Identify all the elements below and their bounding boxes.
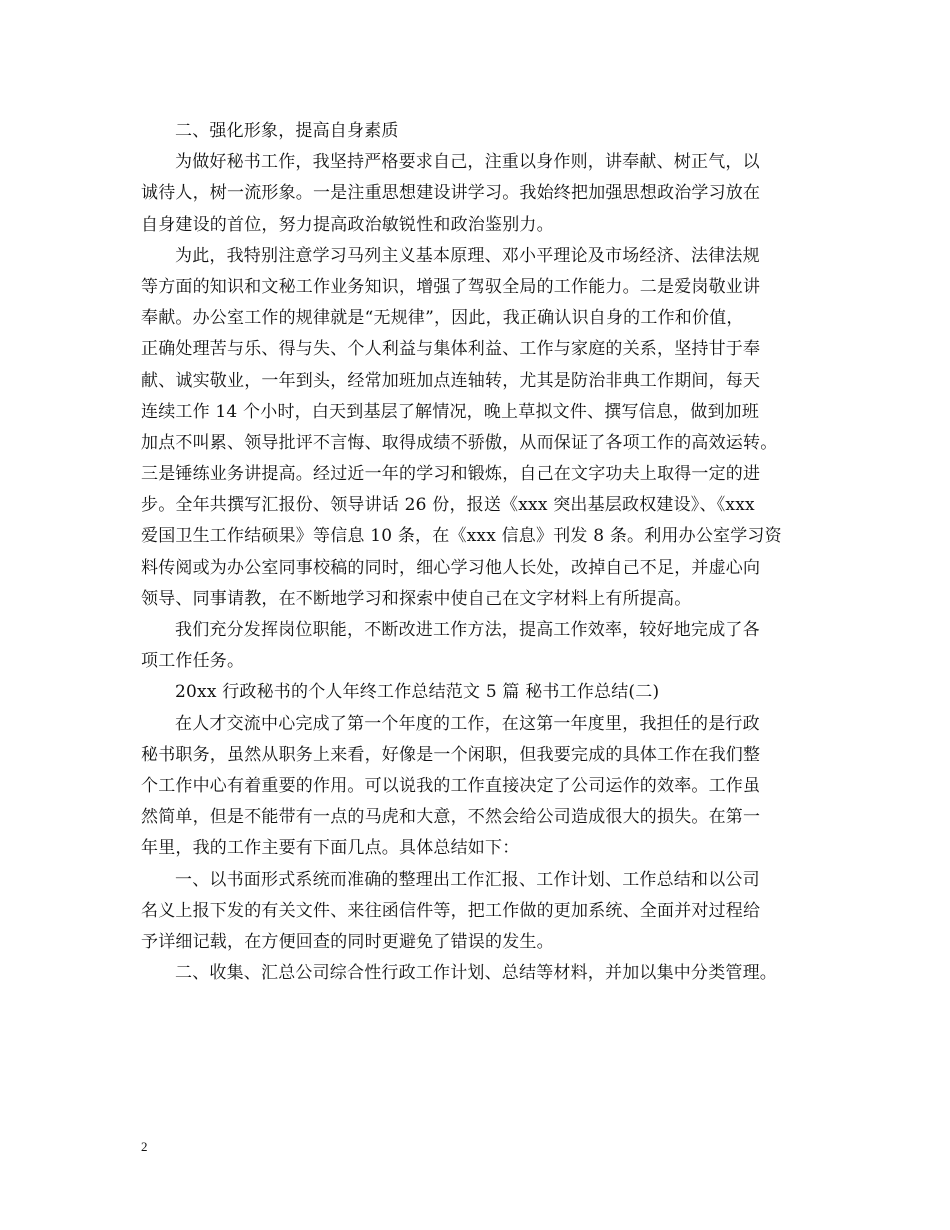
text-line: 一、以书面形式系统而准确的整理出工作汇报、工作计划、工作总结和以公司	[175, 869, 760, 890]
document-body	[141, 116, 831, 989]
text-line: 项工作任务。	[141, 651, 245, 672]
text-line: 为此，我特别注意学习马列主义基本原理、邓小平理论及市场经济、法律法规	[175, 245, 760, 266]
text-line: 献、诚实敬业，一年到头，经常加班加点连轴转，尤其是防治非典工作期间，每天	[141, 370, 761, 391]
text-line: 自身建设的首位，努力提高政治敏锐性和政治鉴别力。	[141, 214, 554, 235]
text-line: 二、强化形象，提高自身素质	[175, 121, 399, 141]
text-line: 奉献。办公室工作的规律就是“无规律”，因此，我正确认识自身的工作和价值，	[141, 308, 744, 329]
text-line: 爱国卫生工作结硕果》等信息 10 条，在《xxx 信息》刊发 8 条。利用办公室学习资	[141, 526, 782, 547]
text-line: 步。全年共撰写汇报份、领导讲话 26 份，报送《xxx 突出基层政权建设》、《xxx	[141, 495, 755, 516]
text-line: 诚待人，树一流形象。一是注重思想建设讲学习。我始终把加强思想政治学习放在	[141, 183, 761, 204]
page-number: 2	[141, 1139, 148, 1154]
text-line: 名义上报下发的有关文件、来往函信件等，把工作做的更加系统、全面并对过程给	[141, 900, 761, 921]
text-line: 为做好秘书工作，我坚持严格要求自己，注重以身作则，讲奉献、树正气，以	[175, 152, 760, 173]
text-line: 年里，我的工作主要有下面几点。具体总结如下：	[141, 838, 520, 859]
text-line: 料传阅或为办公室同事校稿的同时，细心学习他人长处，改掉自己不足，并虚心向	[141, 557, 761, 578]
text-line: 加点不叫累、领导批评不言悔、取得成绩不骄傲，从而保证了各项工作的高效运转。	[141, 432, 778, 453]
text-line: 我们充分发挥岗位职能，不断改进工作方法，提高工作效率，较好地完成了各	[175, 620, 760, 640]
text-line: 领导、同事请教，在不断地学习和探索中使自己在文字材料上有所提高。	[141, 588, 692, 609]
text-line: 二、收集、汇总公司综合性行政工作计划、总结等材料，并加以集中分类管理。	[175, 963, 777, 984]
text-line: 然简单，但是不能带有一点的马虎和大意，不然会给公司造成很大的损失。在第一	[141, 807, 761, 828]
text-line: 等方面的知识和文秘工作业务知识，增强了驾驭全局的工作能力。二是爱岗敬业讲	[141, 276, 761, 297]
text-line: 秘书职务，虽然从职务上来看，好像是一个闲职，但我要完成的具体工作在我们整	[141, 744, 761, 765]
text-line: 在人才交流中心完成了第一个年度的工作，在这第一年度里，我担任的是行政	[175, 713, 760, 734]
text-line: 20xx 行政秘书的个人年终工作总结范文 5 篇 秘书工作总结(二)	[175, 682, 660, 703]
text-line: 予详细记载，在方便回查的同时更避免了错误的发生。	[141, 931, 554, 952]
text-line: 三是锤练业务讲提高。经过近一年的学习和锻炼，自己在文字功夫上取得一定的进	[141, 464, 761, 485]
text-line: 连续工作 14 个小时，白天到基层了解情况，晚上草拟文件、撰写信息，做到加班	[141, 401, 760, 422]
text-line: 个工作中心有着重要的作用。可以说我的工作直接决定了公司运作的效率。工作虽	[141, 775, 761, 796]
text-line: 正确处理苦与乐、得与失、个人利益与集体利益、工作与家庭的关系，坚持甘于奉	[141, 339, 761, 360]
